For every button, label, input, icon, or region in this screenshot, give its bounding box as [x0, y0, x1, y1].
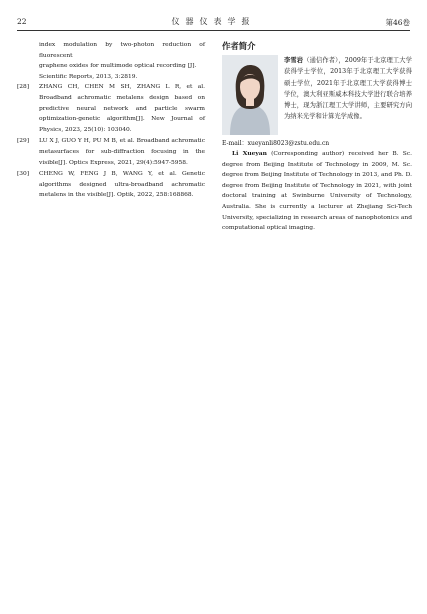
author-photo: [222, 55, 278, 135]
reference-text: CHENG W, FENG J B, WANG Y, et al. Genetic algorithms designed ultra-broadband achromatic metalens in the visible[J]. Optik, 2022, 258:168868.: [39, 171, 205, 199]
reference-continuation: [17, 40, 205, 82]
page-number: 22: [17, 17, 27, 26]
author-bio-en-text: (Corresponding author) received her B. Sc. degree from Beijing Institute of Technology in 2009, M. Sc. degree from Beijing Institute of Technology in 2013, and Ph. D. degree from Beijing Institute of Technology in 2021, with joint doctoral training at Swinburne University of Technology, Australia. She is currently a lecturer at Zhejiang Sci-Tech University, specializing in research areas of nanophotonics and computational optical imaging.: [222, 151, 412, 232]
author-email: E-mail：xueyanli8023@zstu.edu.cn: [222, 140, 330, 147]
reference-text: ZHANG CH, CHEN M SH, ZHANG L R, et al. Broadband achromatic metalens design based on predictive neural network and particle swarm optimization-genetic algorithm[J]. New Journal of Physics, 2023, 25(10): 103040.: [39, 84, 205, 133]
reference-line: Scientific Reports, 2013, 3:2819.: [39, 73, 138, 80]
reference-number: [28]: [17, 84, 30, 91]
author-bio-cn-text: （通信作者），2009年于北京理工大学获得学士学位，2013年于北京理工大学获得硕士学位，2021年于北京理工大学获得博士学位，澳大利亚斯威本科技大学进行联合培养博士，现为浙江理工大学讲师，主要研究方向为纳米光学和计算光学成像。: [284, 57, 412, 121]
author-profile: [222, 40, 412, 234]
reference-item: [17, 82, 205, 135]
section-title: 作者简介: [222, 41, 256, 51]
reference-item: [17, 169, 205, 201]
volume-label: 第46卷: [385, 18, 410, 27]
reference-number: [30]: [17, 171, 30, 178]
journal-name: 仪器仪表学报: [171, 17, 256, 26]
author-bio-block: [222, 55, 412, 139]
author-name-cn: 李雪岩: [284, 57, 304, 64]
running-header: [17, 14, 410, 31]
author-bio-english: [222, 149, 412, 234]
reference-list: [17, 40, 205, 201]
author-bio-chinese: [284, 55, 412, 123]
reference-text: LU X J, GUO Y H, PU M B, et al. Broadband achromatic metasurfaces for sub-diffraction focusing in the visible[J]. Optics Express, 2021, 29(4):5947-5958.: [39, 138, 205, 166]
reference-item: [17, 136, 205, 168]
reference-line: index modulation by two-photon reduction of fluorescent: [39, 42, 205, 59]
reference-line: graphene oxides for multimode optical recording [J].: [39, 63, 197, 70]
reference-number: [29]: [17, 138, 30, 145]
author-name-en: Li Xueyan: [232, 150, 267, 157]
